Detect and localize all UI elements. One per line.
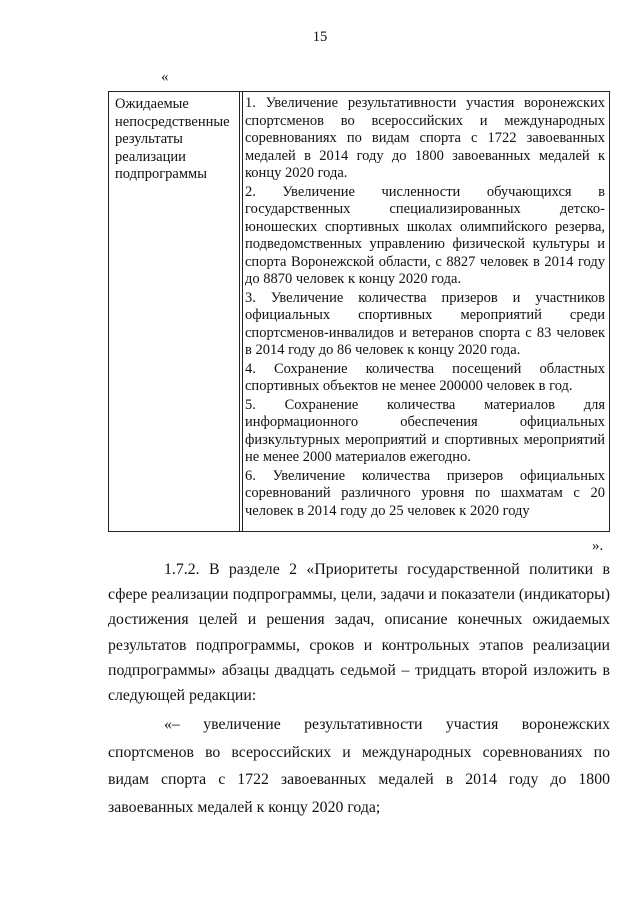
result-item: 3. Увеличение количества призеров и участников официальных спортивных мероприятий среди спортсменов-инвалидов и ветеранов спорта с 83 человек в 2014 году до 86 человек к концу 2020 года. [245,289,605,358]
table-open-quote: « [161,69,169,85]
expected-results-table [108,91,610,532]
table-column-divider [239,92,240,531]
result-item: 6. Увеличение количества призеров официальных соревнований различного уровня по шахматам с 20 человек в 2014 году до 25 человек к 2020 году [245,467,605,519]
result-item: 2. Увеличение численности обучающихся в государственных специализированных детско-юношеских спортивных школах олимпийского резерва, подведомственных управлению физической культуры и спорта Воронежской области, с 8827 человек в 2014 году до 8870 человек к концу 2020 года. [245,183,605,287]
result-item: 1. Увеличение результативности участия воронежских спортсменов во всероссийских и международных соревнованиях по видам спорта с 1722 завоеванных медалей в 2014 году до 1800 завоеванных медалей к концу 2020 года. [245,95,605,181]
table-label-cell: Ожидаемые непосредственные результаты реализации подпрограммы [115,96,230,182]
table-column-divider-inner [242,92,243,531]
result-item: 4. Сохранение количества посещений областных спортивных объектов не менее 200000 человек в год. [245,360,605,394]
result-item: 5. Сохранение количества материалов для информационного обеспечения официальных физкультурных мероприятий и спортивных мероприятий не менее 2000 материалов ежегодно. [245,396,605,465]
table-close-quote: ». [592,538,604,554]
amendment-paragraph: 1.7.2. В разделе 2 «Приоритеты государственной политики в сфере реализации подпрограммы, цели, задачи и показатели (индикаторы) достижения целей и решения задач, описание конечных ожидаемых результатов подпрограммы, сроков и контрольных этапов реализации подпрограммы» абзацы двадцать седьмой – тридцать второй изложить в следующей редакции: [108,561,610,705]
table-content-cell [245,95,605,521]
page-number: 15 [312,29,328,45]
quoted-paragraph: «– увеличение результативности участия воронежских спортсменов во всероссийских и международных соревнованиях по видам спорта с 1722 завоеванных медалей в 2014 году до 1800 завоеванных медалей к концу 2020 года; [108,716,610,816]
